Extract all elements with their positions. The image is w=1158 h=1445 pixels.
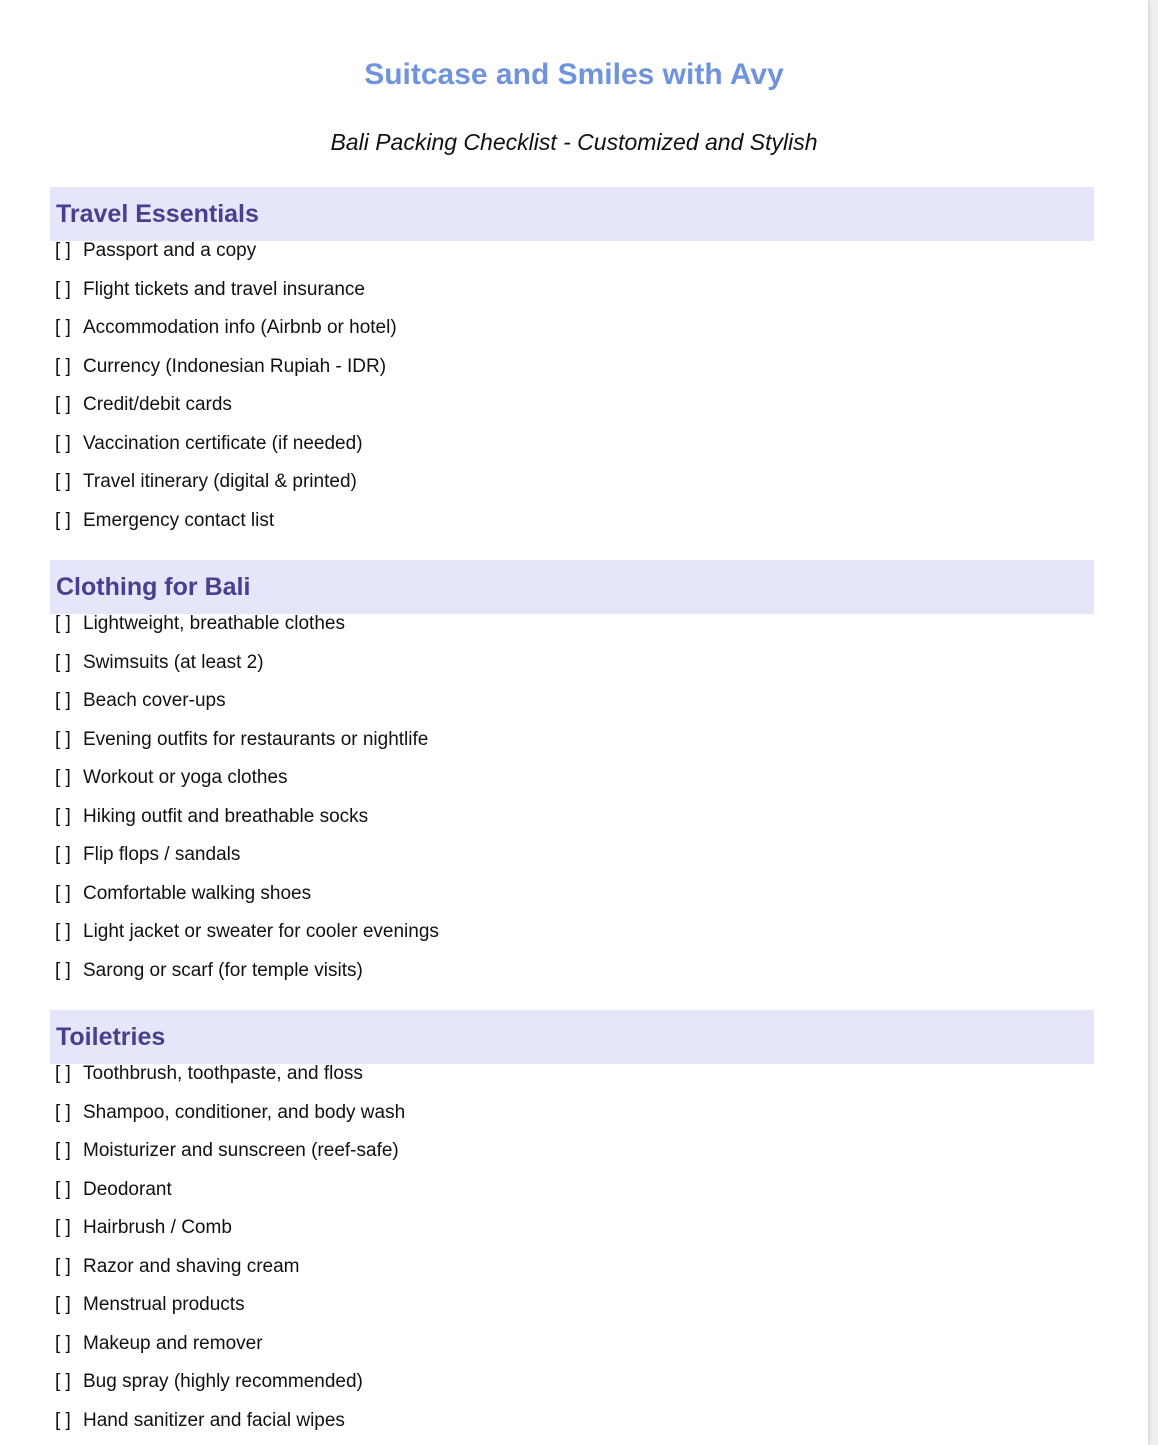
checklist-item-label: Light jacket or sweater for cooler evenings [83, 921, 439, 942]
checklist-item [55, 277, 365, 303]
checklist-item [55, 1100, 405, 1126]
checkbox-marker: [ ] [55, 690, 71, 711]
checklist-item [55, 1177, 172, 1203]
section-header: Toiletries [50, 1010, 1094, 1064]
checklist-item [55, 1292, 245, 1318]
document-title: Suitcase and Smiles with Avy [364, 58, 784, 91]
document-subtitle: Bali Packing Checklist - Customized and Stylish [330, 129, 818, 155]
checkbox-marker: [ ] [55, 613, 71, 634]
checkbox-marker: [ ] [55, 1178, 71, 1200]
section-header: Clothing for Bali [50, 560, 1094, 614]
checklist-item-label: Vaccination certificate (if needed) [83, 432, 363, 454]
checklist-item [55, 431, 363, 457]
checklist-item [55, 392, 232, 418]
checklist-item [55, 727, 428, 753]
checkbox-marker: [ ] [55, 921, 71, 942]
checkbox-marker: [ ] [55, 1294, 71, 1315]
checkbox-marker: [ ] [55, 1063, 71, 1084]
checkbox-marker: [ ] [55, 355, 71, 377]
checklist-item-label: Menstrual products [83, 1294, 245, 1315]
checkbox-marker: [ ] [55, 278, 71, 300]
checklist-item [55, 688, 226, 714]
checkbox-marker: [ ] [55, 1101, 71, 1123]
checklist-item [55, 1331, 263, 1357]
checklist-item-label: Currency (Indonesian Rupiah - IDR) [83, 355, 387, 377]
checklist-item-label: Deodorant [83, 1178, 172, 1200]
checklist-item [55, 611, 345, 637]
checklist-item-label: Lightweight, breathable clothes [83, 613, 345, 634]
checkbox-marker: [ ] [55, 882, 71, 904]
checklist-item [55, 1138, 399, 1164]
checkbox-marker: [ ] [55, 1371, 71, 1392]
checklist-item [55, 1408, 345, 1434]
checkbox-marker: [ ] [55, 805, 71, 827]
checklist-item-label: Razor and shaving cream [83, 1255, 300, 1277]
checklist-item [55, 881, 311, 907]
section-header: Travel Essentials [50, 187, 1094, 241]
checkbox-marker: [ ] [55, 1217, 71, 1238]
checklist-item-label: Emergency contact list [83, 509, 275, 531]
checklist-item [55, 919, 439, 945]
checklist-item [55, 804, 368, 830]
checklist-item-label: Swimsuits (at least 2) [83, 651, 264, 673]
checkbox-marker: [ ] [55, 959, 71, 981]
checklist-item-label: Comfortable walking shoes [83, 882, 312, 904]
checklist-item-label: Shampoo, conditioner, and body wash [83, 1101, 406, 1123]
checklist-item [55, 354, 386, 380]
checklist-item-label: Evening outfits for restaurants or nightlife [83, 728, 429, 750]
checklist-item [55, 469, 357, 495]
checkbox-marker: [ ] [55, 1332, 71, 1354]
checkbox-marker: [ ] [55, 1409, 71, 1431]
checkbox-marker: [ ] [55, 1255, 71, 1277]
checklist-item-label: Hiking outfit and breathable socks [83, 805, 369, 827]
checklist-item-label: Beach cover-ups [83, 690, 226, 711]
checklist-item [55, 1061, 363, 1087]
checkbox-marker: [ ] [55, 509, 71, 531]
checkbox-marker: [ ] [55, 317, 71, 338]
checklist-item-label: Makeup and remover [83, 1332, 263, 1354]
checklist-item-label: Workout or yoga clothes [83, 767, 288, 788]
checklist-item-label: Hand sanitizer and facial wipes [83, 1409, 345, 1431]
checklist-item [55, 650, 264, 676]
checklist-item-label: Passport and a copy [83, 240, 257, 261]
checkbox-marker: [ ] [55, 240, 71, 261]
checklist-item-label: Credit/debit cards [83, 394, 232, 415]
checkbox-marker: [ ] [55, 432, 71, 454]
checklist-item-label: Toothbrush, toothpaste, and floss [83, 1063, 363, 1084]
checkbox-marker: [ ] [55, 471, 71, 492]
checklist-item [55, 508, 274, 534]
checklist-item-label: Flight tickets and travel insurance [83, 278, 365, 300]
checklist-item-label: Hairbrush / Comb [83, 1217, 232, 1238]
checklist-item [55, 1369, 363, 1395]
checklist-item [55, 1215, 232, 1241]
checklist-item-label: Bug spray (highly recommended) [83, 1371, 363, 1392]
checklist-item [55, 765, 288, 791]
checklist-item [55, 238, 256, 264]
checkbox-marker: [ ] [55, 651, 71, 673]
checklist-item-label: Travel itinerary (digital & printed) [83, 471, 357, 492]
checklist-item-label: Accommodation info (Airbnb or hotel) [83, 317, 397, 338]
checkbox-marker: [ ] [55, 394, 71, 415]
checkbox-marker: [ ] [55, 1140, 71, 1161]
checklist-item [55, 958, 363, 984]
checklist-item-label: Sarong or scarf (for temple visits) [83, 959, 363, 981]
checklist-item-label: Moisturizer and sunscreen (reef-safe) [83, 1140, 399, 1161]
checklist-item [55, 315, 397, 341]
checkbox-marker: [ ] [55, 728, 71, 750]
checklist-item-label: Flip flops / sandals [83, 844, 241, 865]
checkbox-marker: [ ] [55, 767, 71, 788]
checkbox-marker: [ ] [55, 844, 71, 865]
checklist-item [55, 1254, 300, 1280]
checklist-item [55, 842, 240, 868]
